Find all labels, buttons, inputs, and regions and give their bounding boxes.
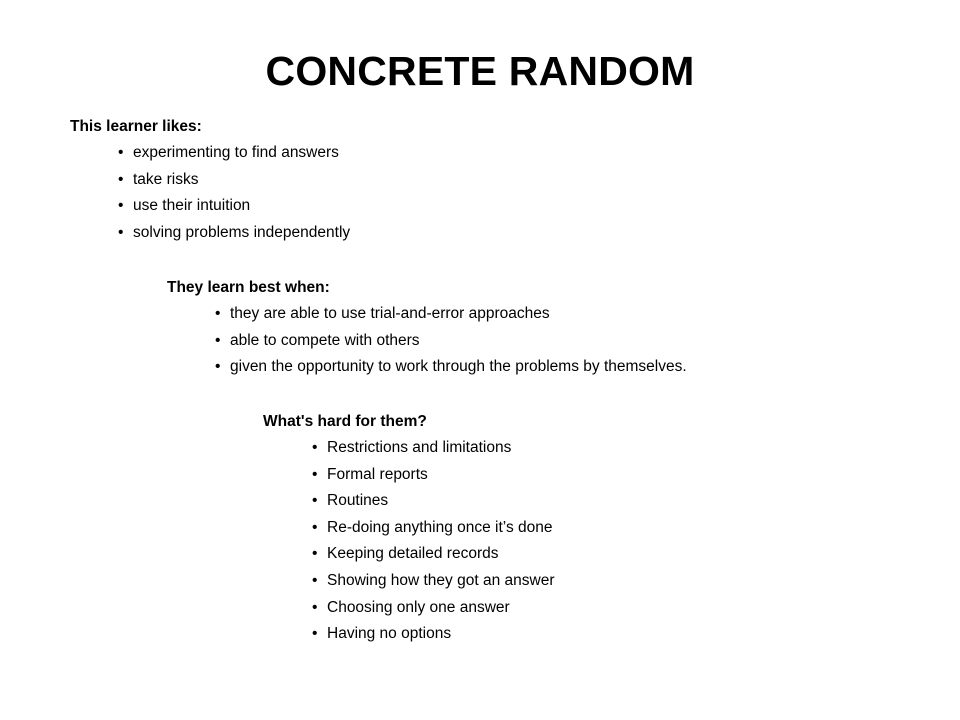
list-item-text: Choosing only one answer [327, 598, 510, 616]
list-item-text: Showing how they got an answer [327, 571, 555, 589]
list-item-text: use their intuition [133, 197, 251, 215]
bullet-icon: • [118, 170, 124, 188]
bullet-icon: • [312, 492, 318, 510]
bullet-icon: • [312, 439, 318, 456]
bullet-icon: • [118, 144, 124, 161]
bullet-icon: • [118, 224, 124, 242]
bullet-icon: • [312, 518, 318, 536]
list-item-text: Formal reports [327, 465, 428, 483]
bullet-icon: • [215, 331, 221, 349]
slide-title: CONCRETE RANDOM [265, 48, 695, 94]
list-item-text: solving problems independently [133, 224, 351, 242]
list-item-text: experimenting to find answers [133, 144, 339, 161]
bullet-icon: • [312, 545, 318, 563]
bullet-icon: • [312, 598, 318, 616]
list-item-text: they are able to use trial-and-error approaches [230, 305, 550, 322]
list-item-text: Having no options [327, 625, 452, 643]
list-item-text: take risks [133, 170, 199, 188]
section-heading-likes: This learner likes: [70, 118, 202, 135]
bullet-icon: • [118, 197, 124, 215]
section-heading-learn-best: They learn best when: [167, 279, 330, 296]
bullet-icon: • [215, 305, 221, 322]
section-heading-hard: What's hard for them? [263, 413, 427, 430]
list-item-text: Routines [327, 492, 389, 510]
list-item-text: able to compete with others [230, 331, 420, 349]
bullet-icon: • [312, 571, 318, 589]
list-item-text: Keeping detailed records [327, 545, 499, 563]
bullet-icon: • [312, 465, 318, 483]
list-item-text: Re-doing anything once it’s done [327, 518, 553, 536]
list-item-text: Restrictions and limitations [327, 439, 512, 456]
list-item-text: given the opportunity to work through the problems by themselves. [230, 358, 687, 376]
bullet-icon: • [312, 625, 318, 643]
bullet-icon: • [215, 358, 221, 376]
